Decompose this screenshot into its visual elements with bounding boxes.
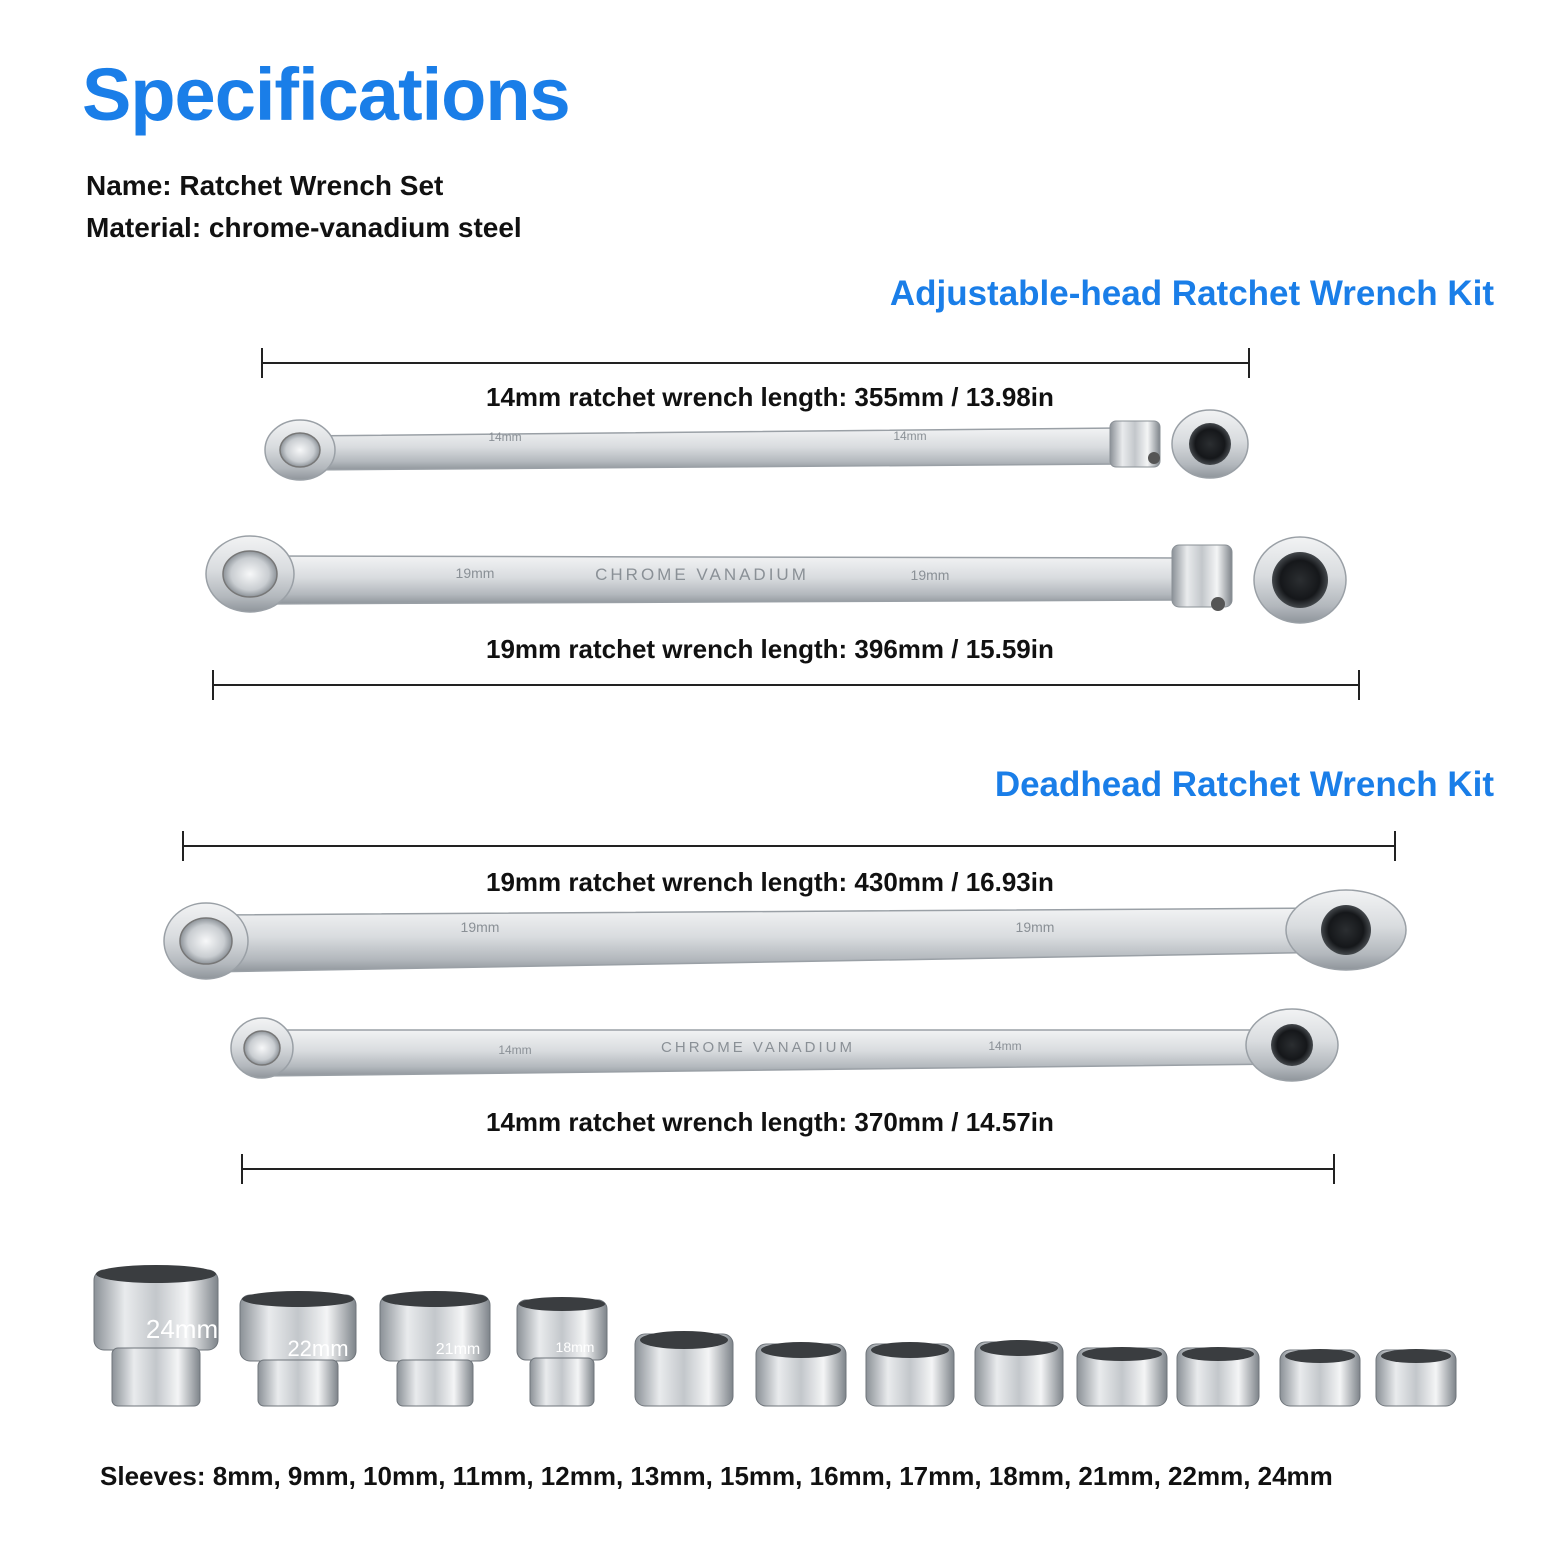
socket-large-2 <box>240 1291 356 1406</box>
socket-small-5 <box>1077 1347 1167 1406</box>
wrench-engraving: 19mm <box>460 919 500 935</box>
socket-small-1 <box>635 1331 733 1406</box>
socket-engraving: 24mm <box>145 1314 219 1344</box>
socket-small-6 <box>1177 1347 1259 1406</box>
socket-large-4 <box>517 1297 607 1406</box>
adjustable-14mm-length-label: 14mm ratchet wrench length: 355mm / 13.98in <box>486 382 1054 412</box>
socket-engraving: 21mm <box>435 1341 481 1358</box>
wrench-engraving: 14mm <box>988 1039 1022 1053</box>
wrench-adjustable-14mm <box>265 410 1248 480</box>
socket-small-2 <box>756 1342 846 1406</box>
wrench-engraving: 14mm <box>488 430 522 444</box>
dimension-line-deadhead-19mm <box>183 831 1395 861</box>
wrench-deadhead-14mm <box>231 1009 1338 1081</box>
socket-engraving: 22mm <box>287 1336 349 1361</box>
dimension-line-adjustable-19mm <box>213 670 1359 700</box>
deadhead-kit-heading: Deadhead Ratchet Wrench Kit <box>994 765 1494 804</box>
deadhead-19mm-length-label: 19mm ratchet wrench length: 430mm / 16.93in <box>486 867 1054 897</box>
wrench-engraving: 19mm <box>910 567 950 583</box>
socket-small-7 <box>1280 1349 1360 1406</box>
wrench-engraving: 14mm <box>498 1043 532 1057</box>
wrench-engraving: CHROME VANADIUM <box>661 1039 855 1056</box>
adjustable-19mm-length-label: 19mm ratchet wrench length: 396mm / 15.59in <box>486 634 1054 664</box>
wrench-engraving: 19mm <box>455 565 495 581</box>
wrench-adjustable-19mm <box>206 536 1346 623</box>
socket-small-4 <box>975 1340 1063 1406</box>
dimension-line-deadhead-14mm <box>242 1154 1334 1184</box>
socket-large-3 <box>380 1291 490 1406</box>
deadhead-14mm-length-label: 14mm ratchet wrench length: 370mm / 14.57in <box>486 1107 1054 1137</box>
dimension-line-adjustable-14mm <box>262 348 1249 378</box>
socket-engraving: 18mm <box>555 1339 595 1355</box>
adjustable-kit-heading: Adjustable-head Ratchet Wrench Kit <box>889 274 1494 313</box>
socket-small-3 <box>866 1342 954 1406</box>
socket-large-1 <box>94 1265 218 1406</box>
wrench-engraving: CHROME VANADIUM <box>595 565 809 584</box>
wrench-engraving: 14mm <box>893 429 927 443</box>
page-title: Specifications <box>82 53 570 136</box>
socket-small-8 <box>1376 1349 1456 1406</box>
wrench-deadhead-19mm <box>164 890 1406 979</box>
spec-name: Name: Ratchet Wrench Set <box>86 170 444 201</box>
spec-material: Material: chrome-vanadium steel <box>86 212 522 243</box>
wrench-engraving: 19mm <box>1015 919 1055 935</box>
sleeves-size-list: Sleeves: 8mm, 9mm, 10mm, 11mm, 12mm, 13mm, 15mm, 16mm, 17mm, 18mm, 21mm, 22mm, 24mm <box>100 1461 1333 1491</box>
